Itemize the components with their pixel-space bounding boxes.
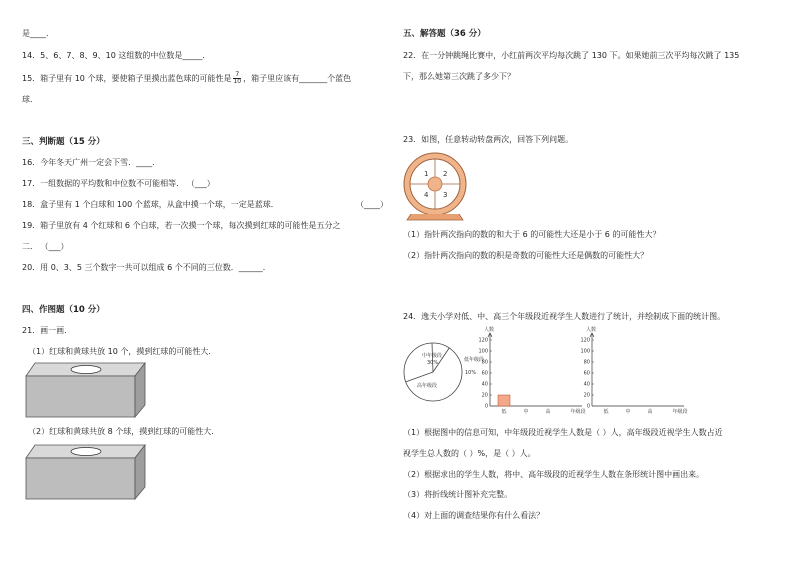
q18-blank: （____） [356, 200, 388, 209]
line-chart-x-label: 年级段 [672, 409, 688, 415]
q24-2: （2）根据求出的学生人数，将中、高年级段的近视学生人数在条形统计图中画出来。 [403, 470, 705, 479]
q21: 21．画一画． [22, 326, 73, 335]
q24-1-cont: 视学生总人数的（ ）%，是（ ）人。 [403, 449, 536, 458]
wheel-number-1: 1 [424, 170, 429, 178]
q24-4: （4）对上面的调查结果你有什么看法？ [403, 511, 545, 520]
q19-cont: 二． （___） [22, 242, 69, 251]
bar-chart-y-tick-1: 20 [481, 392, 488, 399]
q22-cont: 下，那么她第三次跳了多少下？ [403, 72, 515, 81]
q24-3: （3）将折线统计图补充完整。 [403, 490, 513, 499]
line-chart-x-tick-0: 低 [603, 409, 609, 415]
box-2-front [26, 458, 135, 499]
q15 [22, 72, 351, 85]
bar-chart-content [478, 326, 585, 415]
line-chart-y-tick-5: 100 [580, 348, 590, 355]
section4-title: 四、作图题（10 分） [22, 305, 105, 315]
box-1-hole [71, 366, 101, 374]
fraction-denominator: 10 [233, 78, 242, 85]
box-1-front [26, 376, 135, 417]
pie-value-middle: 30% [427, 360, 439, 366]
section5-title: 五、解答题（36 分） [403, 29, 486, 39]
q23: 23．如图，任意转动转盘两次，回答下列问题。 [403, 135, 574, 144]
wheel-number-3: 3 [443, 191, 448, 199]
pie-label-high: 高年级段 [417, 383, 438, 389]
bar-chart-y-tick-3: 60 [481, 370, 488, 377]
line-chart [580, 327, 710, 420]
line-chart-x-tick-2: 高 [647, 409, 653, 415]
bar-chart-x-label: 年级段 [570, 409, 586, 415]
q22: 22．在一分钟跳绳比赛中，小红前两次平均每次跳了 130 下。如果她前三次平均每次跳了 135 [403, 51, 740, 60]
q16: 16．今年冬天广州一定会下雪．____． [22, 158, 161, 167]
q21-2: （2）红球和黄球共放 8 个球，摸到红球的可能性大． [28, 427, 220, 436]
line-chart-y-tick-4: 80 [583, 359, 590, 366]
bar-chart-y-label: 人数 [484, 327, 495, 333]
line-chart-x-tick-1: 中 [625, 409, 631, 415]
bar-chart-y-tick-2: 40 [481, 381, 488, 388]
line-chart-content [580, 326, 687, 415]
q24: 24．逸夫小学对低、中、高三个年级段近视学生人数进行了统计，并绘制成下面的统计图。 [403, 312, 726, 321]
line-chart-y-tick-3: 60 [583, 370, 590, 377]
q23-1: （1）指针两次指向的数的和大于 6 的可能性大还是小于 6 的可能性大？ [403, 230, 661, 239]
spinner-wheel [403, 152, 473, 222]
wheel-number-4: 4 [424, 191, 429, 199]
fraction [233, 72, 241, 85]
line-chart-y-tick-0: 0 [586, 403, 590, 410]
wheel-number-2: 2 [443, 170, 448, 178]
line-chart-y-label: 人数 [586, 327, 597, 333]
q17: 17．一组数据的平均数和中位数不可能相等． （___） [22, 179, 215, 188]
q24-1: （1）根据图中的信息可知，中年级段近视学生人数是（ ）人，高年级段近视学生人数占近 [403, 428, 723, 437]
q23-2: （2）指针两次指向的数的积是奇数的可能性大还是偶数的可能性大？ [403, 251, 649, 260]
bar-chart-x-tick-1: 中 [523, 409, 529, 415]
q15-cont: 球． [22, 95, 38, 104]
q18: 18．盒子里有 1 个白球和 100 个蓝球，从盒中摸一个球，一定是蓝球． [22, 200, 279, 209]
bar-chart-y-tick-6: 120 [478, 337, 488, 344]
box-2-hole [71, 448, 101, 456]
line-chart-y-tick-1: 20 [583, 392, 590, 399]
pie-label-low: 低年级段 [464, 357, 485, 363]
pie-label-middle: 中年级段 [422, 353, 443, 359]
q13-tail: 是____. [22, 29, 49, 38]
bar-chart-y-tick-0: 0 [484, 403, 488, 410]
bar-chart-y-tick-5: 100 [478, 348, 488, 355]
section3-title: 三、判断题（15 分） [22, 137, 105, 147]
line-chart-y-tick-2: 40 [583, 381, 590, 388]
q15-pre: 15．箱子里有 10 个球，要使箱子里摸出蓝色球的可能性是 [22, 74, 232, 83]
q14: 14．5、6、7、8、9、10 这组数的中位数是_____． [22, 51, 211, 60]
fraction-numerator: 7 [235, 71, 240, 78]
wheel-stand [407, 214, 463, 220]
wheel-hub [428, 177, 442, 191]
q20: 20．用 0、3、5 三个数字一共可以组成 6 个不同的三位数．______． [22, 263, 271, 272]
box-2-drawing [25, 444, 150, 500]
bar-0 [498, 395, 510, 406]
bar-chart-x-tick-2: 高 [545, 409, 551, 415]
q21-1: （1）红球和黄球共放 10 个，摸到红球的可能性大． [28, 347, 217, 356]
bar-chart-x-tick-0: 低 [501, 409, 507, 415]
line-chart-y-tick-6: 120 [580, 337, 590, 344]
bar-chart-y-tick-4: 80 [481, 359, 488, 366]
box-1-drawing [25, 362, 150, 418]
q15-post: ，箱子里应该有_______个蓝色 [243, 74, 352, 83]
pie-value-low: 10% [465, 370, 477, 376]
q19: 19．箱子里放有 4 个红球和 6 个白球，若一次摸一个球，每次摸到红球的可能性是五分之 [22, 221, 341, 230]
